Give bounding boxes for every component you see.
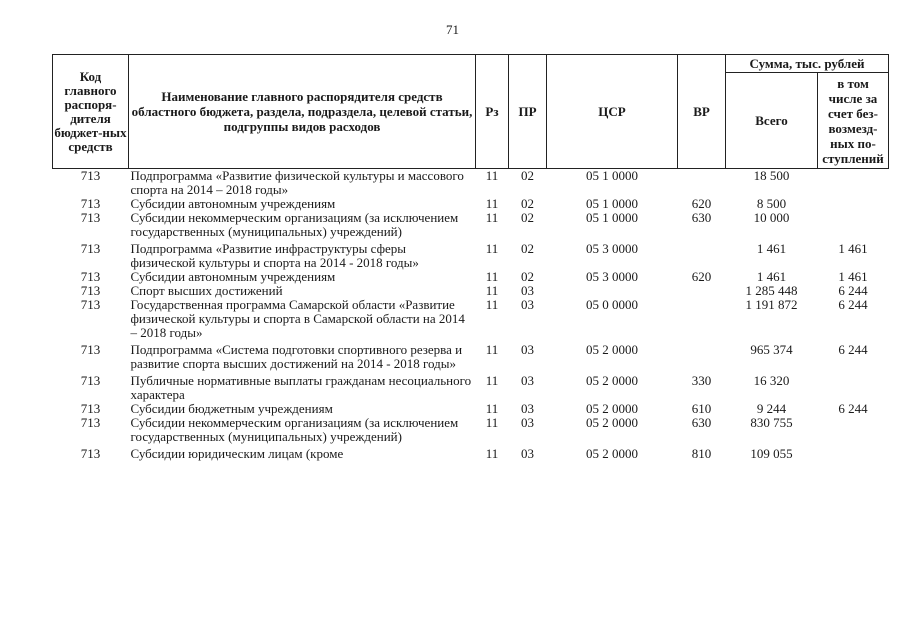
row-rz: 11 xyxy=(485,297,499,312)
table-row xyxy=(53,416,889,444)
row-gratis: 1 461 xyxy=(838,269,868,284)
row-vr: 330 xyxy=(691,373,712,388)
table-row xyxy=(53,211,889,239)
row-gratis xyxy=(818,444,889,461)
row-csr: 05 1 0000 xyxy=(586,168,638,183)
row-csr xyxy=(547,284,678,298)
row-csr: 05 2 0000 xyxy=(586,446,638,461)
budget-table xyxy=(52,54,889,461)
row-rz: 11 xyxy=(485,210,499,225)
row-name: Субсидии юридическим лицам (кроме xyxy=(130,446,344,461)
table-row xyxy=(53,340,889,371)
row-vr xyxy=(678,284,726,298)
row-total: 965 374 xyxy=(750,342,793,357)
row-gratis xyxy=(818,416,889,444)
row-csr: 05 1 0000 xyxy=(586,210,638,225)
row-csr: 05 2 0000 xyxy=(586,415,638,430)
row-pr: 03 xyxy=(521,283,534,298)
row-total: 1 461 xyxy=(756,241,787,256)
row-gratis: 6 244 xyxy=(838,297,868,312)
row-gratis: 1 461 xyxy=(838,241,868,256)
row-vr: 620 xyxy=(691,269,712,284)
row-rz: 11 xyxy=(485,196,499,211)
row-gratis xyxy=(818,211,889,239)
row-code: 713 xyxy=(80,297,101,312)
header-name: Наименование главного распорядителя средств областного бюджета, раздела, подраздела, целевой статьи, подгруппы видов расходов xyxy=(129,55,476,169)
row-rz: 11 xyxy=(485,342,499,357)
row-rz: 11 xyxy=(485,168,499,183)
row-code: 713 xyxy=(80,168,101,183)
row-vr: 630 xyxy=(691,210,712,225)
row-rz: 11 xyxy=(485,446,499,461)
page-number: 71 xyxy=(446,22,459,37)
row-vr xyxy=(678,169,726,198)
row-total: 1 285 448 xyxy=(745,283,798,298)
row-name: Субсидии автономным учреждениям xyxy=(130,196,336,211)
row-gratis: 6 244 xyxy=(838,401,868,416)
row-pr: 03 xyxy=(521,373,534,388)
row-total: 1 461 xyxy=(756,269,787,284)
row-csr: 05 2 0000 xyxy=(586,401,638,416)
table-row xyxy=(53,444,889,461)
row-rz: 11 xyxy=(485,269,499,284)
row-code: 713 xyxy=(80,415,101,430)
row-csr: 05 3 0000 xyxy=(586,241,638,256)
row-total: 9 244 xyxy=(756,401,787,416)
header-code: Код главного распоря-дителя бюджет-ных средств xyxy=(53,55,129,169)
row-csr: 05 2 0000 xyxy=(586,342,638,357)
row-vr xyxy=(678,298,726,340)
row-vr xyxy=(678,340,726,371)
row-name: Подпрограмма «Развитие физической культуры и массового спорта на 2014 – 2018 годы» xyxy=(130,168,464,197)
row-name: Субсидии некоммерческим организациям (за исключением государственных (муниципальных) учреждений) xyxy=(130,415,459,444)
table-row xyxy=(53,402,889,416)
row-name: Субсидии некоммерческим организациям (за исключением государственных (муниципальных) учреждений) xyxy=(130,210,459,239)
table-body xyxy=(53,169,889,462)
row-rz: 11 xyxy=(485,373,499,388)
row-csr: 05 3 0000 xyxy=(586,269,638,284)
header-csr: ЦСР xyxy=(547,55,678,169)
row-name: Публичные нормативные выплаты гражданам несоциального характера xyxy=(130,373,472,402)
row-total: 1 191 872 xyxy=(745,297,798,312)
table-row xyxy=(53,239,889,270)
row-vr: 610 xyxy=(691,401,712,416)
header-gratis: в том числе за счет без-возмезд-ных по-ступлений xyxy=(818,73,889,169)
row-code: 713 xyxy=(80,342,101,357)
row-pr: 02 xyxy=(521,168,534,183)
row-gratis xyxy=(818,197,889,211)
row-pr: 03 xyxy=(521,446,534,461)
row-pr: 02 xyxy=(521,210,534,225)
row-gratis: 6 244 xyxy=(838,342,868,357)
row-rz: 11 xyxy=(485,401,499,416)
row-pr: 02 xyxy=(521,269,534,284)
row-name: Субсидии автономным учреждениям xyxy=(130,269,336,284)
header-rz: Рз xyxy=(476,55,509,169)
row-csr: 05 2 0000 xyxy=(586,373,638,388)
row-name: Подпрограмма «Развитие инфраструктуры сферы физической культуры и спорта на 2014 - 2018 годы» xyxy=(130,241,419,270)
row-code: 713 xyxy=(80,196,101,211)
table-row xyxy=(53,298,889,340)
row-code: 713 xyxy=(80,401,101,416)
row-code: 713 xyxy=(80,241,101,256)
row-total: 16 320 xyxy=(753,373,790,388)
row-csr: 05 1 0000 xyxy=(586,196,638,211)
row-pr: 03 xyxy=(521,415,534,430)
row-code: 713 xyxy=(80,373,101,388)
row-code: 713 xyxy=(80,269,101,284)
header-pr: ПР xyxy=(509,55,547,169)
table-row xyxy=(53,284,889,298)
row-name: Субсидии бюджетным учреждениям xyxy=(130,401,333,416)
row-total: 109 055 xyxy=(750,446,793,461)
row-total: 830 755 xyxy=(750,415,793,430)
row-csr: 05 0 0000 xyxy=(586,297,638,312)
row-vr: 620 xyxy=(691,196,712,211)
row-vr: 810 xyxy=(691,446,712,461)
table-row xyxy=(53,169,889,198)
row-total: 10 000 xyxy=(753,210,790,225)
row-vr: 630 xyxy=(691,415,712,430)
header-sum-group: Сумма, тыс. рублей xyxy=(726,55,889,73)
row-code: 713 xyxy=(80,283,101,298)
row-gratis xyxy=(818,371,889,402)
row-total: 8 500 xyxy=(756,196,787,211)
row-pr: 02 xyxy=(521,241,534,256)
row-rz: 11 xyxy=(485,241,499,256)
row-pr: 03 xyxy=(521,342,534,357)
header-total: Всего xyxy=(726,73,818,169)
row-code: 713 xyxy=(80,446,101,461)
table-row xyxy=(53,197,889,211)
row-name: Подпрограмма «Система подготовки спортивного резерва и развитие спорта высших достижений на 2014 - 2018 годы» xyxy=(130,342,463,371)
header-vr: ВР xyxy=(678,55,726,169)
row-pr: 03 xyxy=(521,401,534,416)
row-pr: 02 xyxy=(521,196,534,211)
row-code: 713 xyxy=(80,210,101,225)
row-rz: 11 xyxy=(485,283,499,298)
table-row xyxy=(53,270,889,284)
row-vr xyxy=(678,239,726,270)
row-gratis: 6 244 xyxy=(838,283,868,298)
row-name: Спорт высших достижений xyxy=(130,283,283,298)
row-name: Государственная программа Самарской области «Развитие физической культуры и спорта в Самарской области на 2014 – 2018 годы» xyxy=(130,297,465,340)
table-row xyxy=(53,371,889,402)
row-total: 18 500 xyxy=(753,168,790,183)
row-gratis xyxy=(818,169,889,198)
row-rz: 11 xyxy=(485,415,499,430)
row-pr: 03 xyxy=(521,297,534,312)
